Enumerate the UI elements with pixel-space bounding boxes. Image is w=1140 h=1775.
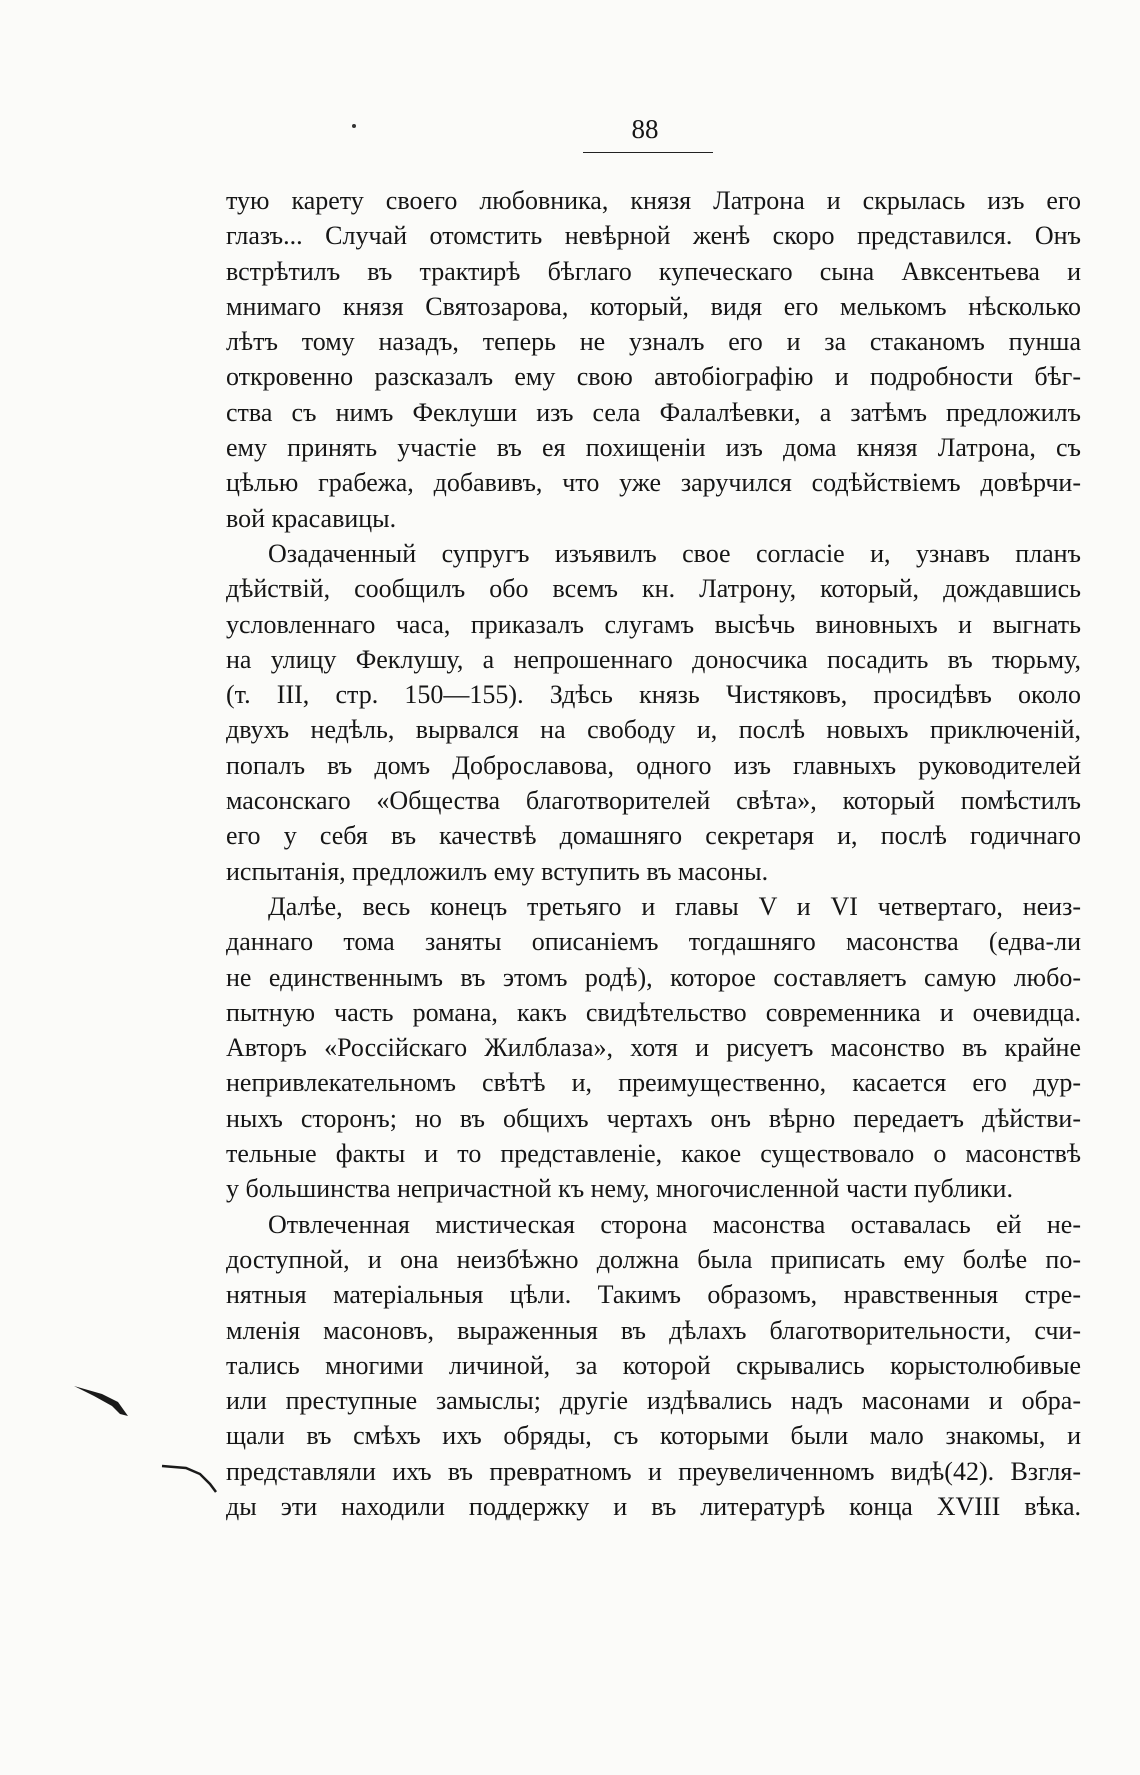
ink-smudge-mark bbox=[72, 1378, 142, 1428]
text-line: нятныя матеріальныя цѣли. Такимъ образомъ, нравственныя стре- bbox=[226, 1280, 1081, 1310]
text-line: лѣтъ тому назадъ, теперь не узналъ его и за стаканомъ пунша bbox=[226, 327, 1081, 357]
text-line: встрѣтилъ въ трактирѣ бѣглаго купеческаго сына Авксентьева и bbox=[226, 256, 1081, 286]
text-line: цѣлью грабежа, добавивъ, что уже заручился содѣйствіемъ довѣрчи- bbox=[226, 468, 1081, 498]
text-line: ныхъ сторонъ; но въ общихъ чертахъ онъ вѣрно передаетъ дѣйстви- bbox=[226, 1103, 1081, 1133]
ink-stroke-mark bbox=[160, 1460, 230, 1500]
text-line: или преступные замыслы; другіе издѣвались надъ масонами и обра- bbox=[226, 1386, 1081, 1416]
text-line: откровенно разсказалъ ему свою автобіографію и подробности бѣг- bbox=[226, 362, 1081, 392]
text-line: вой красавицы. bbox=[226, 503, 397, 533]
text-line: тельные факты и то представленіе, какое существовало о масонствѣ bbox=[226, 1139, 1081, 1169]
text-line: Авторъ «Россійскаго Жилблаза», хотя и рисуетъ масонство въ крайне bbox=[226, 1033, 1081, 1063]
text-line: представляли ихъ въ превратномъ и преувеличенномъ видѣ(42). Взгля- bbox=[226, 1456, 1081, 1486]
text-line: Озадаченный супругъ изъявилъ свое согласіе и, узнавъ планъ bbox=[268, 538, 1081, 568]
text-line: его у себя въ качествѣ домашняго секретаря и, послѣ годичнаго bbox=[226, 821, 1081, 851]
text-line: испытанія, предложилъ ему вступить въ масоны. bbox=[226, 856, 769, 886]
text-line: глазъ... Случай отомстить невѣрной женѣ скоро представился. Онъ bbox=[226, 221, 1081, 251]
text-line: щали въ смѣхъ ихъ обряды, съ которыми были мало знакомы, и bbox=[226, 1421, 1081, 1451]
text-line: дѣйствій, сообщилъ обо всемъ кн. Латрону, который, дождавшись bbox=[226, 574, 1081, 604]
text-line: (т. III, стр. 150—155). Здѣсь князь Чистяковъ, просидѣвъ около bbox=[226, 680, 1081, 710]
text-line: у большинства непричастной къ нему, многочисленной части публики. bbox=[226, 1174, 1013, 1204]
ink-dot bbox=[352, 124, 356, 128]
text-line: ства съ нимъ Феклуши изъ села Фалалѣевки, а затѣмъ предложилъ bbox=[226, 397, 1081, 427]
text-line: Отвлеченная мистическая сторона масонства оставалась ей не- bbox=[268, 1209, 1081, 1239]
text-line: ды эти находили поддержку и въ литературѣ конца XVIII вѣка. bbox=[226, 1491, 1081, 1521]
text-line: непривлекательномъ свѣтѣ и, преимущественно, касается его дур- bbox=[226, 1068, 1081, 1098]
text-line: не единственнымъ въ этомъ родѣ), которое составляетъ самую любо- bbox=[226, 962, 1081, 992]
text-line: доступной, и она неизбѣжно должна была приписать ему болѣе по- bbox=[226, 1244, 1081, 1274]
text-line: двухъ недѣль, вырвался на свободу и, послѣ новыхъ приключеній, bbox=[226, 715, 1081, 745]
text-line: тую карету своего любовника, князя Латрона и скрылась изъ его bbox=[226, 186, 1081, 215]
text-line: попалъ въ домъ Доброславова, одного изъ главныхъ руководителей bbox=[226, 750, 1081, 780]
text-line: мленія масоновъ, выраженныя въ дѣлахъ благотворительности, счи- bbox=[226, 1315, 1081, 1345]
text-line: масонскаго «Общества благотворителей свѣта», который помѣстилъ bbox=[226, 786, 1081, 816]
text-line: ему принять участіе въ ея похищеніи изъ дома князя Латрона, съ bbox=[226, 433, 1081, 463]
text-line: пытную часть романа, какъ свидѣтельство современника и очевидца. bbox=[226, 997, 1081, 1027]
text-line: даннаго тома заняты описаніемъ тогдашняго масонства (едва-ли bbox=[226, 927, 1081, 957]
text-line: тались многими личиной, за которой скрывались корыстолюбивые bbox=[226, 1350, 1081, 1380]
text-line: Далѣе, весь конецъ третьяго и главы V и VI четвертаго, неиз- bbox=[268, 891, 1081, 921]
body-text bbox=[226, 183, 1081, 1524]
page-number: 88 bbox=[631, 114, 659, 144]
text-line: условленнаго часа, приказалъ слугамъ высѣчь виновныхъ и выгнать bbox=[226, 609, 1081, 639]
text-line: мнимаго князя Святозарова, который, видя его мелькомъ нѣсколько bbox=[226, 291, 1081, 321]
text-line: на улицу Феклушу, а непрошеннаго доносчика посадить въ тюрьму, bbox=[226, 644, 1081, 674]
page-number-rule bbox=[583, 152, 713, 153]
